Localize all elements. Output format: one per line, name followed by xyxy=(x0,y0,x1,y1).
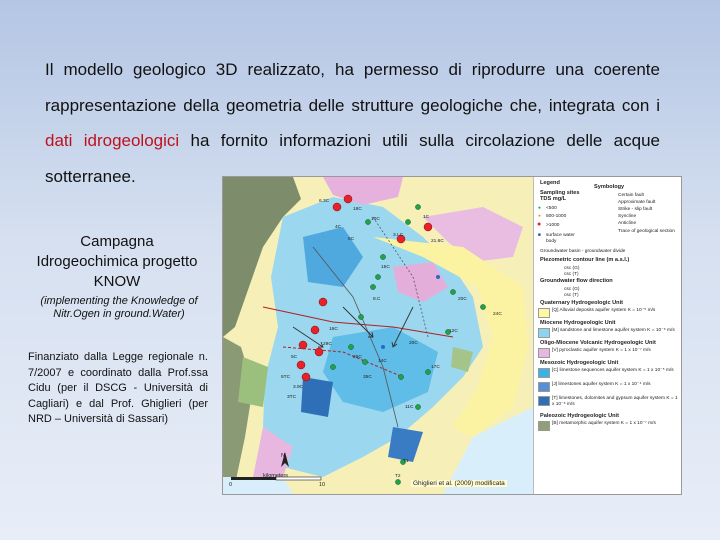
unit-swatch-4 xyxy=(538,368,550,378)
unit-swatch-7 xyxy=(538,421,550,431)
well-label: 14C xyxy=(378,359,387,364)
well-label: 5TC xyxy=(281,375,291,380)
symbology-item-3: Strike - slip fault xyxy=(618,207,653,212)
campaign-title: Campagna Idrogeochimica progetto KNOW xyxy=(36,233,198,290)
well-label: 29C xyxy=(323,342,332,347)
tds-class-3: >1000 xyxy=(546,223,560,228)
well-label: 10C xyxy=(371,217,380,222)
unit-swatch-1 xyxy=(538,308,550,318)
intro-paragraph xyxy=(45,52,660,194)
campaign-subtitle: (implementing the Knowledge of Nitr.Ogen in ground.Water) xyxy=(40,295,198,320)
funding-note: Finanziato dalla Legge regionale n. 7/2007 e coordinato dalla Prof.ssa Cidu (per il DSCG - Università di Cagliari) e dal Prof. Ghiglieri (per NRD – Università di Sassari) xyxy=(28,351,208,425)
well-label: 15C xyxy=(381,265,390,270)
unit-swatch-2 xyxy=(538,328,550,338)
unit-title-7: Paleozoic Hydrogeologic Unit xyxy=(540,413,619,419)
unit-title-4: Mesozoic Hydrogeologic Unit xyxy=(540,360,619,366)
flow-item-1: csc (G) xyxy=(564,287,580,292)
well-label: 6C xyxy=(348,237,355,242)
unit-text-1: [Q] Alluvial deposits aquifer system K = 10⁻⁵ m/s xyxy=(552,308,656,313)
well-label: 26C xyxy=(353,355,362,360)
sampling-title: Sampling sites TDS mg/L xyxy=(540,190,580,202)
well-label: 12C xyxy=(449,329,458,334)
unit-swatch-6 xyxy=(538,396,550,406)
unit-text-6: [T] limestones, dolomites and gypsum aquifer system K = 1 x 10⁻⁶ m/s xyxy=(552,396,678,407)
well-label: 8.C xyxy=(373,297,381,302)
hydrogeologic-map xyxy=(222,176,682,495)
scale-unit-label: kilometers xyxy=(263,473,289,479)
flow-title: Groundwater flow direction xyxy=(540,278,613,284)
unit-text-5: [J] limestones aquifer system K = 1 x 10⁻⁴ m/s xyxy=(552,382,651,387)
symbology-title: Symbology xyxy=(594,184,625,190)
well-label: 20C xyxy=(409,341,418,346)
well-label: 11C xyxy=(405,405,414,410)
flow-item-2: csc (T) xyxy=(564,293,579,298)
well-label: 3.LC xyxy=(393,233,404,238)
scale-end-label: 10 xyxy=(319,482,326,488)
well-label: 17C xyxy=(431,365,440,370)
well-label: 20C xyxy=(458,297,467,302)
map-caption: Ghiglieri et al. (2009) modificata xyxy=(413,480,505,487)
intro-text-before: Il modello geologico 3D realizzato, ha permesso di riprodurre una coerente rappresentazione della geometria delle strutture geologiche che, integrata con i xyxy=(45,60,660,115)
symbology-item-1: Certain fault xyxy=(618,193,644,198)
symbology-item-4: Syncline xyxy=(618,214,637,219)
legend-title: Legend xyxy=(540,180,560,186)
north-label: N xyxy=(281,453,285,459)
well-label: 6.3C xyxy=(319,199,330,204)
unit-text-7: [B] metamorphic aquifer system K = 1 x 10⁻⁷ m/s xyxy=(552,421,656,426)
well-label: 18C xyxy=(353,207,362,212)
tds-dot-orange: ● xyxy=(538,214,541,219)
intro-highlight: dati idrogeologici xyxy=(45,131,180,150)
well-label: 24C xyxy=(493,312,502,317)
well-label: 35C xyxy=(363,375,372,380)
map-drawing xyxy=(223,177,533,494)
tds-dot-green: ● xyxy=(538,206,541,211)
well-label: 1C xyxy=(423,215,430,220)
surface-water-icon: ■ xyxy=(538,233,541,238)
tds-class-2: 500-1000 xyxy=(546,214,567,219)
well-label: 21.6C xyxy=(431,239,444,244)
piezo-item-2: csc (T) xyxy=(564,272,579,277)
piezo-title: Piezometric contour line (m a.s.l.) xyxy=(540,257,630,263)
tds-dot-red: ● xyxy=(537,221,542,228)
well-label: 5C xyxy=(291,355,298,360)
well-label: 16C xyxy=(329,327,338,332)
map-legend xyxy=(533,177,682,494)
symbology-item-6: Trace of geological section xyxy=(618,229,675,234)
unit-text-2: [M] sandstone and limestone aquifer system K = 10⁻⁶ m/s xyxy=(552,328,675,333)
well-label: T1 xyxy=(403,459,409,464)
surface-water-label: surface water body xyxy=(546,233,575,244)
piezo-item-1: csc (G) xyxy=(564,266,580,271)
well-label: 4C xyxy=(335,225,342,230)
unit-text-4: [C] limestone sequences aquifer system K = 1 x 10⁻⁵ m/s xyxy=(552,368,674,373)
well-label: 3TC xyxy=(287,395,297,400)
unit-swatch-3 xyxy=(538,348,550,358)
unit-swatch-5 xyxy=(538,382,550,392)
scale-start-label: 0 xyxy=(229,482,233,488)
unit-title-3: Oligo-Miocene Volcanic Hydrogeologic Unit xyxy=(540,340,656,346)
unit-text-3: [V] pyroclastic aquifer system K = 1 x 10⁻⁷ m/s xyxy=(552,348,651,353)
well-label: 3.9C xyxy=(293,385,304,390)
symbology-item-2: Approximate fault xyxy=(618,200,656,205)
well-label: T2 xyxy=(395,474,401,479)
basin-divide-label: Groundwater basin - groundwater divide xyxy=(540,249,626,254)
unit-title-1: Quaternary Hydrogeologic Unit xyxy=(540,300,623,306)
unit-title-2: Miocene Hydrogeologic Unit xyxy=(540,320,616,326)
intro-text-after: ha fornito informazioni utili sulla circolazione delle acque sotterranee. xyxy=(45,131,660,186)
symbology-item-5: Anticline xyxy=(618,221,637,226)
tds-class-1: <500 xyxy=(546,206,557,211)
